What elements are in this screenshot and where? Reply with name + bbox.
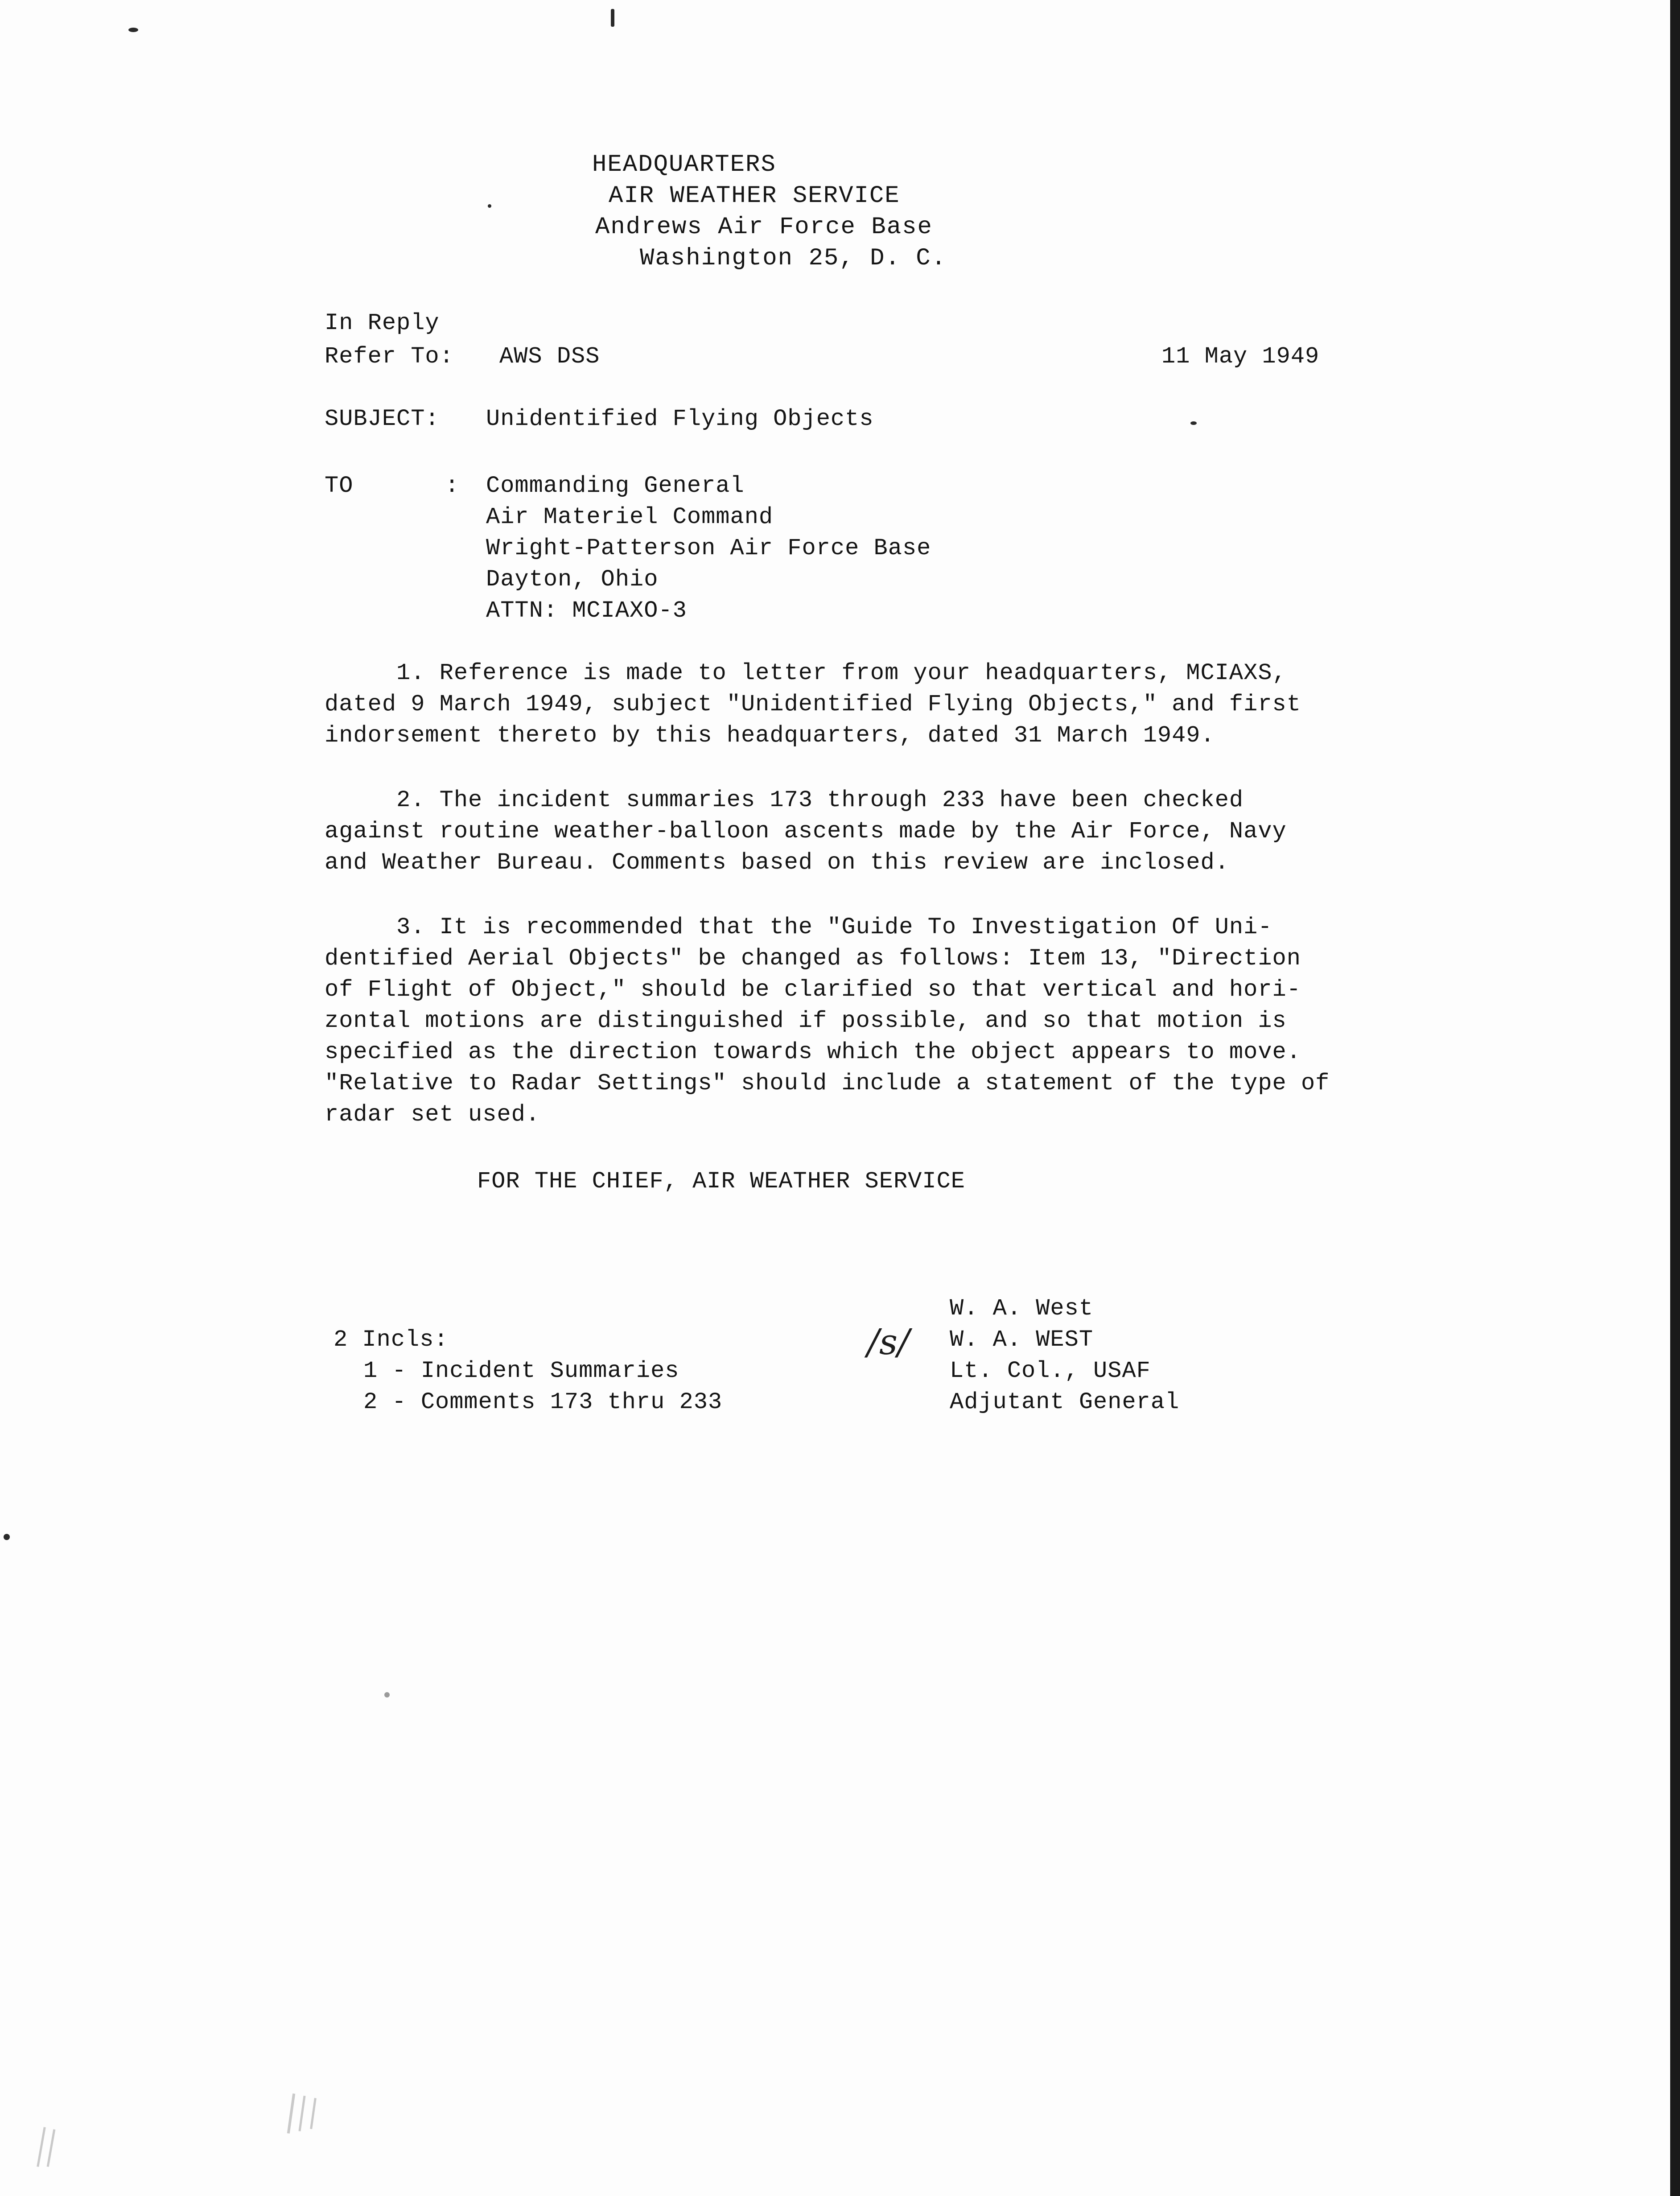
to-colon: : [445, 473, 460, 499]
refer-to-value: AWS DSS [499, 343, 600, 370]
signer-rank: Lt. Col., USAF [950, 1358, 1151, 1384]
letterhead-line-4: Washington 25, D. C. [640, 245, 947, 272]
subject-label: SUBJECT: [325, 406, 440, 432]
paragraph-3-line-7: radar set used. [325, 1101, 540, 1128]
addressee-line-3: Wright-Patterson Air Force Base [486, 535, 931, 561]
in-reply-label: In Reply [325, 310, 440, 336]
typed-name: W. A. WEST [950, 1327, 1094, 1353]
film-scratch [47, 2129, 56, 2167]
addressee-line-1: Commanding General [486, 473, 745, 499]
letterhead-line-3: Andrews Air Force Base [595, 214, 933, 241]
signature-mark: /s/ [867, 1321, 910, 1363]
scan-speck [611, 9, 614, 27]
scan-speck [384, 1692, 390, 1697]
signer-title: Adjutant General [950, 1389, 1180, 1415]
inclosures-label: 2 Incls: [334, 1327, 449, 1353]
paragraph-2-line-2: against routine weather-balloon ascents made by the Air Force, Navy [325, 818, 1287, 845]
closing-line: FOR THE CHIEF, AIR WEATHER SERVICE [477, 1168, 965, 1195]
scan-speck [488, 204, 491, 208]
inclosure-item-2: 2 - Comments 173 thru 233 [363, 1389, 723, 1415]
letterhead-line-2: AIR WEATHER SERVICE [609, 182, 900, 210]
addressee-line-2: Air Materiel Command [486, 504, 774, 530]
paragraph-3 [325, 912, 1330, 1130]
film-scratch [37, 2127, 46, 2167]
paragraph-3-line-4: zontal motions are distinguished if possible, and so that motion is [325, 1008, 1287, 1034]
paragraph-1-line-3: indorsement thereto by this headquarters, dated 31 March 1949. [325, 722, 1215, 749]
subject-value: Unidentified Flying Objects [486, 406, 874, 432]
scan-speck [128, 28, 138, 32]
refer-to-label: Refer To: [325, 343, 454, 370]
paragraph-1-line-1: 1. Reference is made to letter from your headquarters, MCIAXS, [325, 660, 1287, 686]
paragraph-1 [325, 658, 1301, 751]
film-scratch [298, 2096, 305, 2131]
addressee-line-4: Dayton, Ohio [486, 566, 659, 593]
letter-date: 11 May 1949 [1161, 343, 1320, 370]
to-label: TO [325, 473, 354, 499]
paragraph-3-line-3: of Flight of Object," should be clarified so that vertical and hori- [325, 976, 1301, 1003]
film-scratch [287, 2093, 295, 2134]
inclosure-item-1: 1 - Incident Summaries [363, 1358, 679, 1384]
film-edge [1670, 0, 1680, 2196]
addressee-line-5: ATTN: MCIAXO-3 [486, 597, 687, 624]
paragraph-1-line-2: dated 9 March 1949, subject "Unidentified Flying Objects," and first [325, 691, 1301, 717]
paragraph-2-line-3: and Weather Bureau. Comments based on this review are inclosed. [325, 849, 1229, 876]
paragraph-3-line-5: specified as the direction towards which the object appears to move. [325, 1039, 1301, 1065]
scan-speck [4, 1534, 10, 1540]
scan-speck [1190, 421, 1197, 425]
paragraph-2 [325, 785, 1287, 878]
letterhead-line-1: HEADQUARTERS [592, 151, 776, 178]
film-scratch [310, 2098, 317, 2129]
paragraph-3-line-2: dentified Aerial Objects" be changed as follows: Item 13, "Direction [325, 945, 1301, 972]
paragraph-2-line-1: 2. The incident summaries 173 through 233 have been checked [325, 787, 1244, 813]
paragraph-3-line-1: 3. It is recommended that the "Guide To Investigation Of Uni- [325, 914, 1272, 940]
signed-name: W. A. West [950, 1295, 1094, 1322]
paragraph-3-line-6: "Relative to Radar Settings" should include a statement of the type of [325, 1070, 1330, 1096]
